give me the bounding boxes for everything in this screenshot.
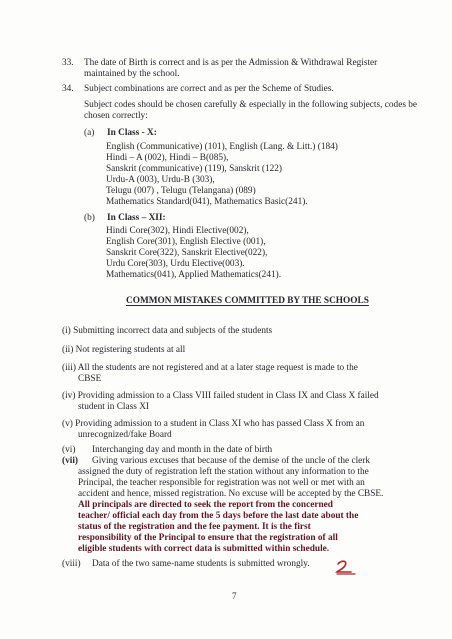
item-33-line-1: The date of Birth is correct and is as per the Admission & Withdrawal Register [84,58,378,68]
mistake-6-text: Interchanging day and month in the date of birth [92,445,273,455]
mistake-1: (i) Submitting incorrect data and subjects of the students [62,326,273,336]
mistake-4-line-1: (iv) Providing admission to a Class VIII failed student in Class IX and Class X failed [62,391,379,401]
mistake-7-line-2: assigned the duty of registration left the station without any information to the [78,467,369,477]
class-x-line: English (Communicative) (101), English (Lang. & Litt.) (184) [106,142,338,152]
handwritten-mark-icon [333,560,359,576]
mistake-6-number: (vi) [62,445,76,455]
item-34-line-2: Subject codes should be chosen carefully & especially in the following subjects, codes be [84,100,418,110]
class-xii-line: Mathematics(041), Applied Mathematics(241). [106,270,282,280]
class-xii-line: Urdu Core(303), Urdu Elective(003). [106,259,245,269]
class-x-line: Telugu (007) , Telugu (Telangana) (089) [106,186,256,196]
class-x-marker: (a) [84,128,95,138]
mistake-8-number: (viii) [62,559,81,569]
mistake-7-line-4: accident and hence, missed registration. No excuse will be accepted by the CBSE. [78,489,384,499]
mistake-3-line-2: CBSE [78,374,102,384]
mistake-7-line-1: Giving various excuses that because of the demise of the uncle of the clerk [92,456,371,466]
class-x-line: Sanskrit (communicative) (119), Sanskrit (122) [106,164,283,174]
mistake-7-directive-3: status of the registration and the fee payment. It is the first [78,522,311,532]
mistake-7-number: (vii) [62,456,79,466]
mistake-8-text: Data of the two same-name students is submitted wrongly. [92,559,310,569]
mistake-5-line-1: (v) Providing admission to a student in Class XI who has passed Class X from an [62,419,365,429]
item-34-line-1: Subject combinations are correct and as per the Scheme of Studies. [84,84,334,94]
class-xii-line: Sanskrit Core(322), Sanskrit Elective(022), [106,248,268,258]
mistake-7-directive-4: responsibility of the Principal to ensure that the registration of all [78,533,338,543]
class-x-line: Hindi – A (002), Hindi – B(085), [106,153,229,163]
item-34-number: 34. [62,84,74,94]
class-x-title: In Class - X: [107,128,157,138]
class-xii-marker: (b) [84,213,95,223]
mistake-3-line-1: (iii) All the students are not registered and at a later stage request is made to the [62,363,358,373]
class-xii-line: English Core(301), English Elective (001), [106,237,266,247]
mistake-4-line-2: student in Class XI [78,402,150,412]
mistake-7-line-3: Principal, the teacher responsible for registration was not well or met with an [78,478,365,488]
mistake-7-directive-2: teacher/ official each day from the 5 days before the last date about the [78,511,359,521]
mistake-2: (ii) Not registering students at all [62,345,186,355]
item-34-line-3: chosen correctly: [84,111,148,121]
common-mistakes-heading: COMMON MISTAKES COMMITTED BY THE SCHOOLS [126,296,369,306]
item-33-line-2: maintained by the school. [84,69,180,79]
mistake-5-line-2: unrecognized/fake Board [78,430,172,440]
class-xii-title: In Class – XII: [107,213,166,223]
mistake-7-directive-5: eligible students with correct data is submitted within schedule. [78,544,330,554]
item-33-number: 33. [62,58,74,68]
page-number: 7 [232,591,237,601]
class-x-line: Urdu-A (003), Urdu-B (303), [106,175,215,185]
class-xii-line: Hindi Core(302), Hindi Elective(002), [106,226,249,236]
class-x-line: Mathematics Standard(041), Mathematics Basic(241). [106,197,308,207]
mistake-7-directive-1: All principals are directed to seek the report from the concerned [78,500,333,510]
